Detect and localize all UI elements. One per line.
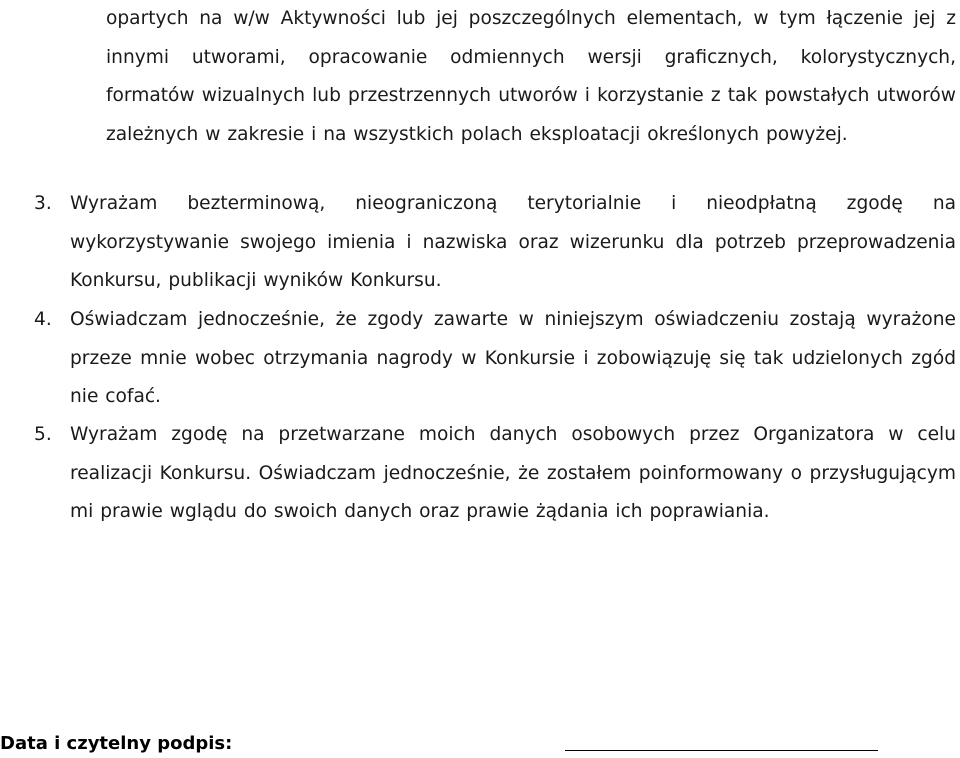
- item-text: Oświadczam jednocześnie, że zgody zawarte w niniejszym oświadczeniu zostają wyrażone przeze mnie wobec otrzymania nagrody w Konkursie i zobowiązuję się tak udzielonych zgód nie cofać.: [70, 309, 956, 407]
- item-text: Wyrażam zgodę na przetwarzane moich danych osobowych przez Organizatora w celu realizacji Konkursu. Oświadczam jednocześnie, że zostałem poinformowany o przysługującym mi prawie wglądu do swoich danych oraz prawie żądania ich poprawiania.: [70, 424, 956, 522]
- item-text: Wyrażam bezterminową, nieograniczoną terytorialnie i nieodpłatną zgodę na wykorzystywanie swojego imienia i nazwiska oraz wizerunku dla potrzeb przeprowadzenia Konkursu, publikacji wyników Konkursu.: [70, 193, 956, 291]
- signature-line[interactable]: [565, 750, 878, 751]
- list-item: [34, 185, 956, 301]
- item-number: 3.: [34, 193, 52, 214]
- list-item: [34, 301, 956, 417]
- list-item: [34, 416, 956, 532]
- item-number: 4.: [34, 309, 52, 330]
- signature-label: Data i czytelny podpis:: [0, 733, 233, 754]
- continued-paragraph: opartych na w/w Aktywności lub jej poszczególnych elementach, w tym łączenie jej z innymi utworami, opracowanie odmiennych wersji graficznych, kolorystycznych, formatów wizualnych lub przestrzennych utworów i korzystanie z tak powstałych utworów zależnych w zakresie i na wszystkich polach eksploatacji określonych powyżej.: [106, 8, 956, 145]
- item-number: 5.: [34, 424, 52, 445]
